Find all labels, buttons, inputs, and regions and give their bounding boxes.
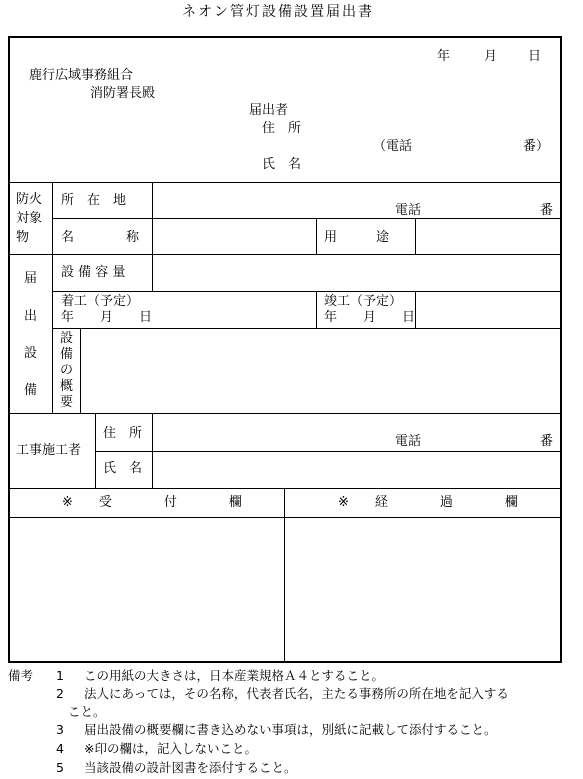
progress-header: ※ 経 過 欄 [338,495,518,510]
target-label-2: 対象 [16,211,43,226]
target-label-3: 物 [16,230,30,245]
note-5-num: 5 [56,760,64,775]
contractor-phone-suffix: 番 [540,434,554,449]
date-month: 月 [484,49,498,64]
reception-header: ※ 受 付 欄 [62,495,242,510]
rule-capacity-bottom [52,291,562,292]
note-2-cont: こと。 [68,704,106,719]
rule-office-divider [284,488,285,662]
summary-label-3: の [60,363,74,378]
rule-section-label-col [52,182,53,414]
rule-summary-label-col [80,328,81,414]
rule-dates-bottom [52,328,562,329]
note-2-text: 法人にあっては，その名称，代表者氏名，主たる事務所の所在地を記入する [84,686,509,701]
rule-location-bottom [52,218,562,219]
addressee-title: 消防署長殿 [90,86,156,101]
rule-use-right [415,218,416,255]
summary-label-1: 設 [60,331,74,346]
rule-contractor-label-col [95,413,96,489]
equipment-label-3: 設 [24,346,38,361]
rule-contractor-mid [95,451,562,452]
rule-equipment-bottom [8,413,562,414]
note-3-num: 3 [56,722,64,737]
frame-right [560,36,562,663]
target-label-1: 防火 [16,192,43,207]
contractor-phone-label: 電話 [395,434,422,449]
start-date: 年 月 日 [61,310,153,325]
contractor-name-label: 氏 名 [103,461,143,476]
frame-left [8,36,10,663]
rule-end-date-right [415,291,416,329]
equipment-label-1: 届 [24,271,38,286]
note-3-text: 届出設備の概要欄に書き込めない事項は，別紙に記載して添付すること。 [84,722,497,737]
target-name-label: 名 称 [61,230,140,245]
start-label: 着工（予定） [61,294,140,309]
location-phone-label: 電話 [395,203,422,218]
rule-header-bottom [8,182,562,183]
note-1-text: この用紙の大きさは，日本産業規格Ａ４とすること。 [84,668,385,683]
equipment-label-2: 出 [24,309,38,324]
date-day: 日 [528,49,542,64]
frame-bottom [8,661,562,663]
note-4-text: ※印の欄は，記入しないこと。 [84,741,257,756]
contractor-address-label: 住 所 [103,426,143,441]
rule-target-bottom [8,254,562,255]
applicant-label: 届出者 [249,103,289,118]
rule-field-label-col-a [152,182,153,292]
date-year: 年 [437,49,451,64]
rule-contractor-bottom [8,488,562,489]
note-1-num: 1 [56,668,64,683]
capacity-label: 設 備 容 量 [61,265,126,280]
note-4-num: 4 [56,741,64,756]
note-2-num: 2 [56,686,64,701]
frame-top [8,36,562,38]
rule-office-header-bottom [8,517,562,518]
notes-heading: 備考 [8,668,34,683]
summary-label-4: 概 [60,379,74,394]
applicant-name-label: 氏 名 [262,157,302,172]
location-label: 所 在 地 [61,193,127,208]
rule-end-date-left [316,291,317,329]
rule-use-left [316,218,317,255]
summary-label-5: 要 [60,395,74,410]
note-5-text: 当該設備の設計図書を添付すること。 [84,760,297,775]
summary-label-2: 備 [60,347,74,362]
end-date: 年 月 日 [324,310,416,325]
end-label: 竣工（予定） [324,294,403,309]
form-title: ネオン管灯設備設置届出書 [182,4,374,20]
addressee-org: 鹿行広域事務組合 [29,68,134,83]
applicant-phone-label: （電話 [373,139,413,154]
location-phone-suffix: 番 [540,203,554,218]
applicant-address-label: 住 所 [262,121,302,136]
applicant-phone-suffix: 番） [523,139,550,154]
rule-contractor-field-col [152,413,153,489]
contractor-label: 工事施工者 [16,443,82,458]
equipment-label-4: 備 [24,383,38,398]
use-label: 用 途 [324,230,390,245]
